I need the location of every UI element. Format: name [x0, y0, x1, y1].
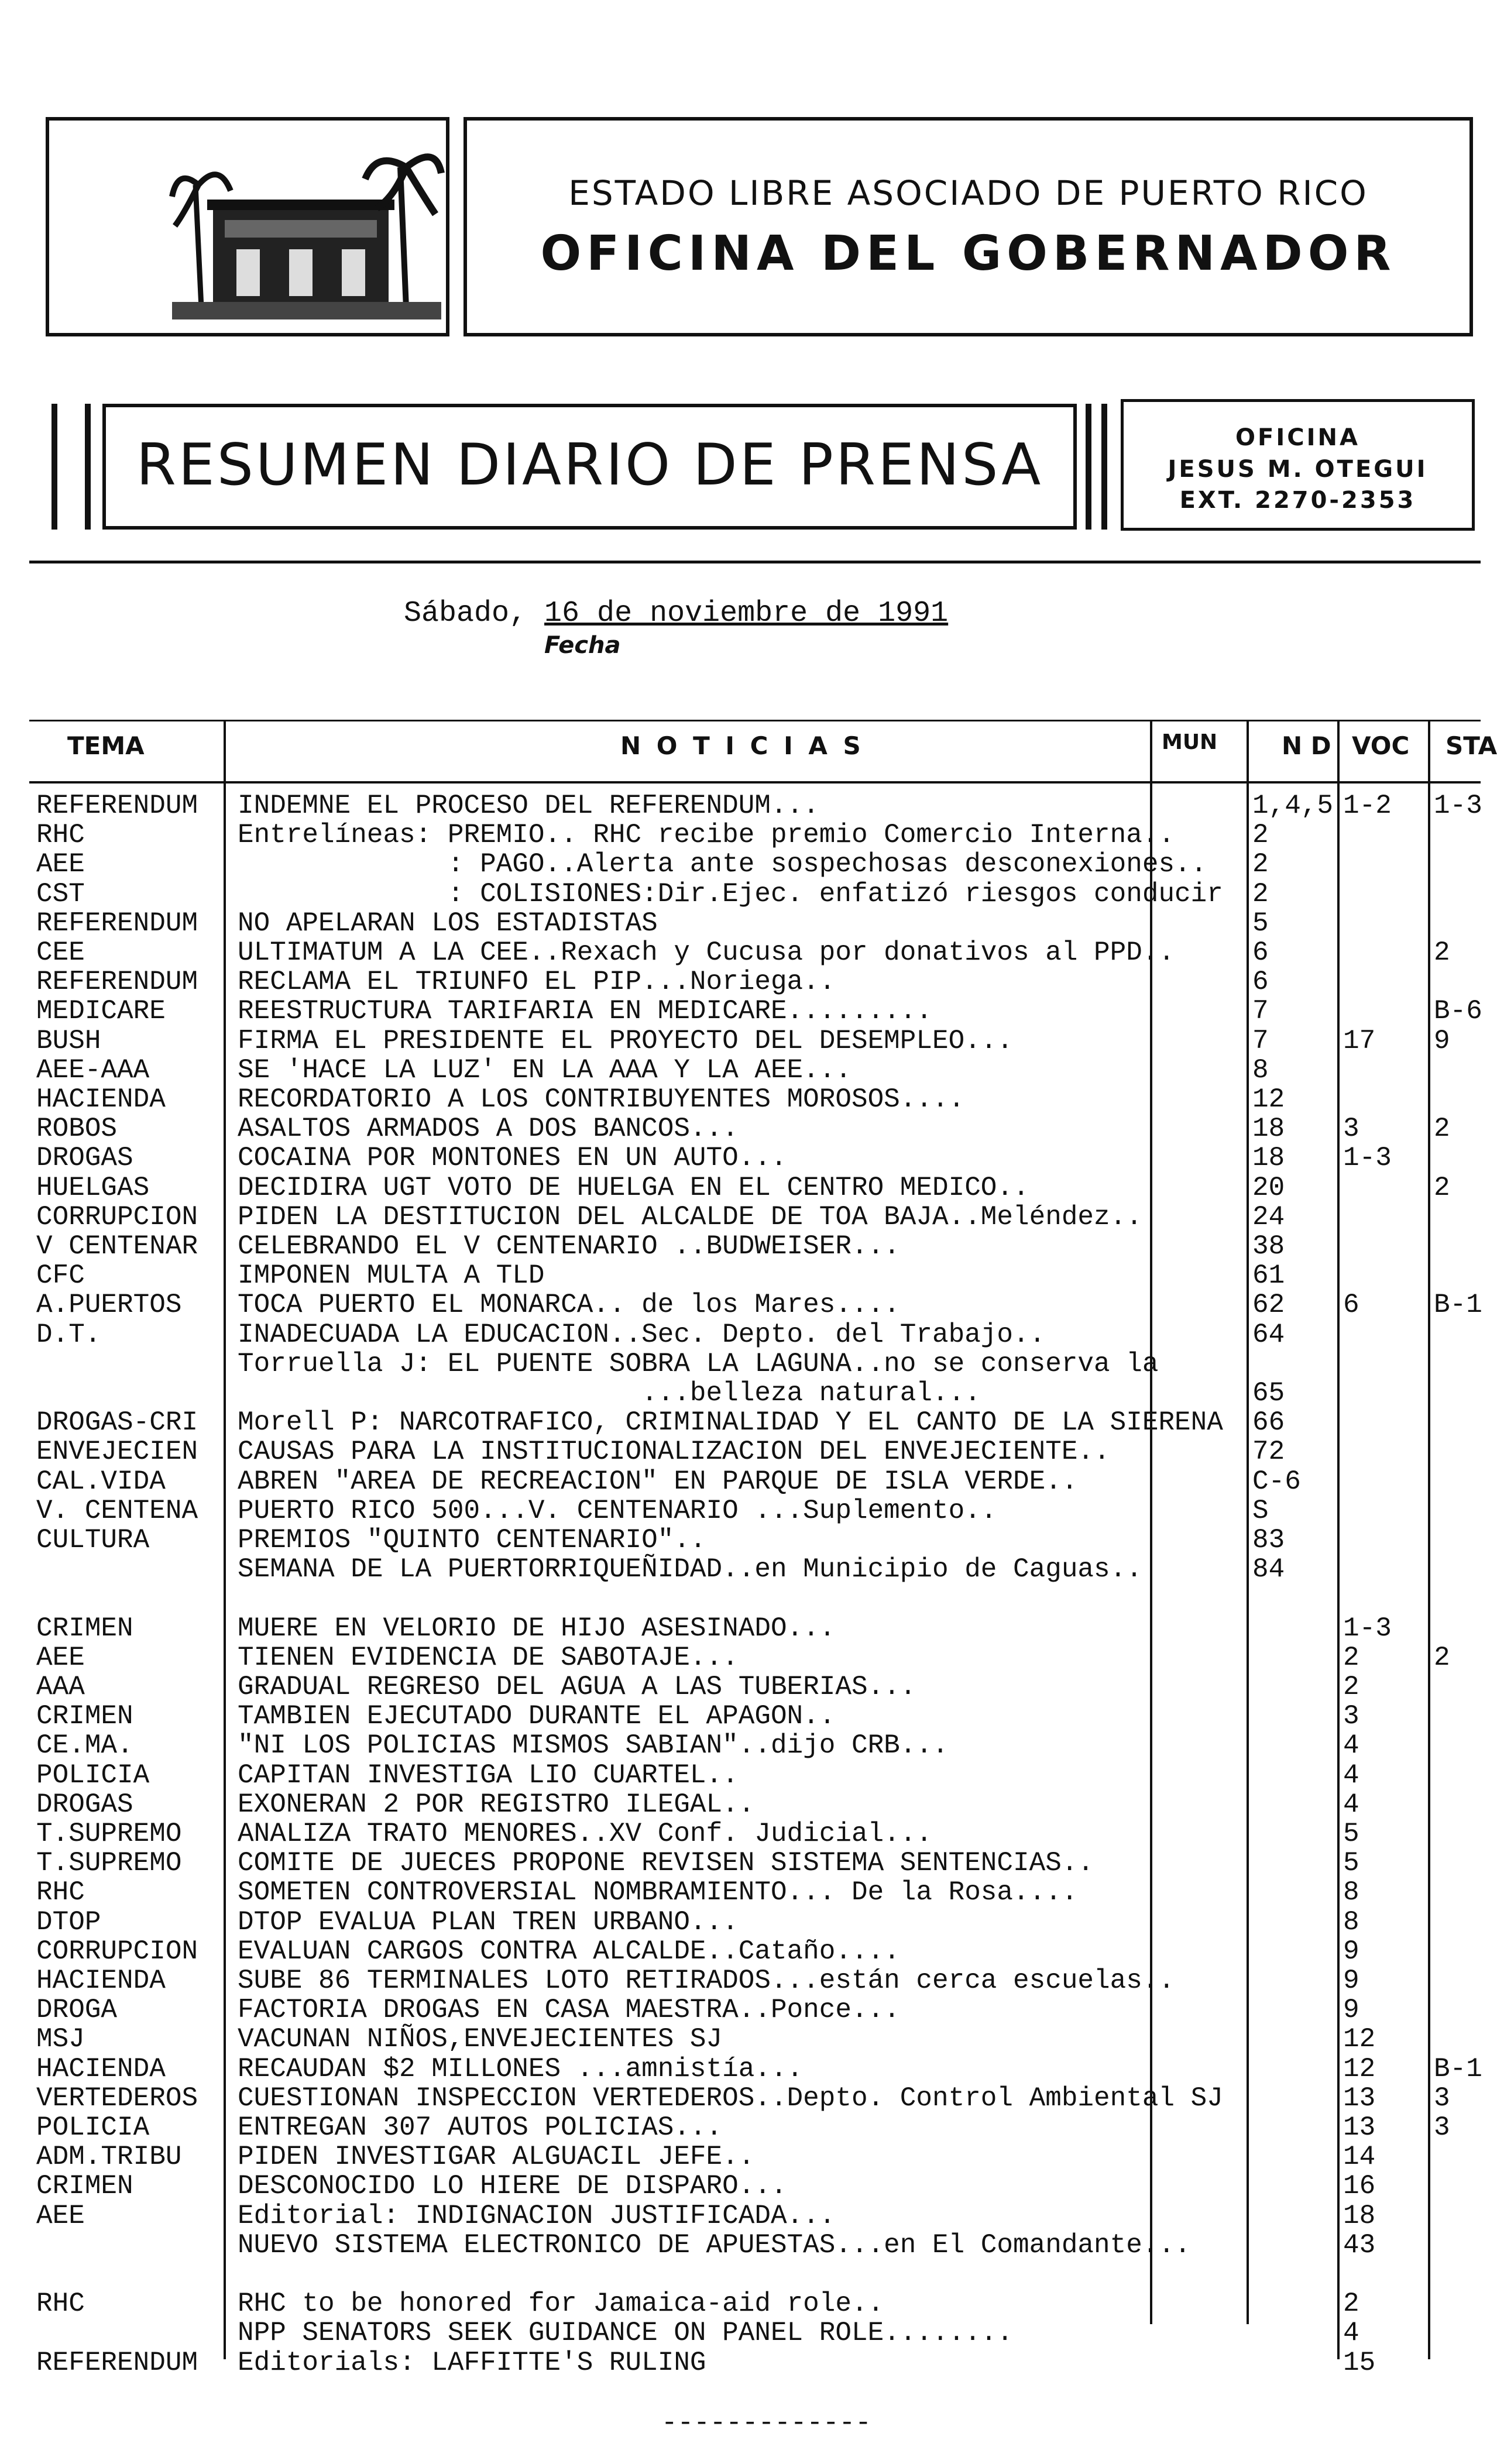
row-tema: ROBOS [36, 1114, 118, 1144]
row-noticia: NO APELARAN LOS ESTADISTAS [238, 908, 658, 939]
row-noticia: : PAGO..Alerta ante sospechosas desconexiones.. [238, 849, 1207, 879]
row-sta: 2 [1434, 1114, 1450, 1144]
row-nd: 7 [1252, 1026, 1269, 1056]
office-contact-box [1121, 399, 1475, 531]
government-header-box [463, 117, 1473, 336]
row-noticia: ASALTOS ARMADOS A DOS BANCOS... [238, 1114, 739, 1144]
row-noticia: RECLAMA EL TRIUNFO EL PIP...Noriega.. [238, 967, 836, 997]
row-voc: 8 [1343, 1877, 1359, 1908]
row-noticia: SE 'HACE LA LUZ' EN LA AAA Y LA AEE... [238, 1055, 851, 1085]
row-voc: 16 [1343, 2171, 1376, 2201]
row-nd: 1,4,5 [1252, 791, 1334, 821]
row-voc: 9 [1343, 1965, 1359, 1996]
row-tema: D.T. [36, 1319, 101, 1350]
row-tema: AEE [36, 849, 85, 879]
row-voc: 15 [1343, 2348, 1376, 2378]
row-noticia: ENTREGAN 307 AUTOS POLICIAS... [238, 2112, 723, 2143]
row-noticia: RHC to be honored for Jamaica-aid role.. [238, 2288, 884, 2319]
date-line [404, 597, 948, 630]
row-nd: 8 [1252, 1055, 1269, 1085]
row-voc: 4 [1343, 1730, 1359, 1761]
row-voc: 4 [1343, 1789, 1359, 1820]
row-nd: 12 [1252, 1084, 1285, 1115]
row-nd: 7 [1252, 996, 1269, 1026]
row-voc: 5 [1343, 1848, 1359, 1878]
date-weekday: Sábado, [404, 597, 545, 630]
row-tema: HACIENDA [36, 1084, 166, 1115]
row-voc: 3 [1343, 1701, 1359, 1731]
row-noticia: Editorials: LAFFITTE'S RULING [238, 2348, 706, 2378]
row-nd: 72 [1252, 1437, 1285, 1467]
row-voc: 2 [1343, 1642, 1359, 1673]
table-header-rule [29, 781, 1481, 783]
row-noticia: INADECUADA LA EDUCACION..Sec. Depto. del Trabajo.. [238, 1319, 1046, 1350]
row-tema: CRIMEN [36, 1701, 133, 1731]
row-noticia: COCAINA POR MONTONES EN UN AUTO... [238, 1143, 787, 1173]
column-divider-voc [1428, 721, 1430, 2359]
row-tema: BUSH [36, 1026, 101, 1056]
row-noticia: NUEVO SISTEMA ELECTRONICO DE APUESTAS...en El Comandante... [238, 2230, 1191, 2260]
row-tema: DROGA [36, 1995, 118, 2025]
row-noticia: TOCA PUERTO EL MONARCA.. de los Mares.... [238, 1290, 900, 1320]
row-voc: 12 [1343, 2024, 1376, 2054]
row-sta: 1-3 [1434, 791, 1482, 821]
row-tema: CFC [36, 1260, 85, 1291]
row-voc: 4 [1343, 1760, 1359, 1791]
row-tema: AEE [36, 1642, 85, 1673]
row-nd: 6 [1252, 967, 1269, 997]
row-nd: 5 [1252, 908, 1269, 939]
row-noticia: Torruella J: EL PUENTE SOBRA LA LAGUNA..no se conserva la [238, 1349, 1159, 1379]
row-nd: 6 [1252, 937, 1269, 968]
row-noticia: DECIDIRA UGT VOTO DE HUELGA EN EL CENTRO MEDICO.. [238, 1173, 1029, 1203]
row-voc: 2 [1343, 2288, 1359, 2319]
row-nd: 38 [1252, 1231, 1285, 1262]
row-noticia: ANALIZA TRATO MENORES..XV Conf. Judicial... [238, 1819, 932, 1849]
right-bar-2 [1101, 404, 1107, 530]
row-voc: 12 [1343, 2054, 1376, 2084]
row-tema: REFERENDUM [36, 791, 198, 821]
report-title: RESUMEN DIARIO DE PRENSA [136, 432, 1043, 499]
row-noticia: CAPITAN INVESTIGA LIO CUARTEL.. [238, 1760, 739, 1791]
row-tema: RHC [36, 820, 85, 850]
row-sta: B-6 [1434, 996, 1482, 1026]
row-tema: AEE [36, 2201, 85, 2231]
row-noticia: EVALUAN CARGOS CONTRA ALCALDE..Cataño.... [238, 1936, 900, 1967]
row-voc: 13 [1343, 2083, 1376, 2114]
row-voc: 14 [1343, 2142, 1376, 2172]
row-voc: 4 [1343, 2318, 1359, 2348]
row-noticia: MUERE EN VELORIO DE HIJO ASESINADO... [238, 1613, 836, 1644]
row-noticia: IMPONEN MULTA A TLD [238, 1260, 545, 1291]
row-tema: CORRUPCION [36, 1936, 198, 1967]
row-noticia: DTOP EVALUA PLAN TREN URBANO... [238, 1907, 739, 1937]
row-noticia: COMITE DE JUECES PROPONE REVISEN SISTEMA SENTENCIAS.. [238, 1848, 1094, 1878]
row-voc: 8 [1343, 1907, 1359, 1937]
row-noticia: Editorial: INDIGNACION JUSTIFICADA... [238, 2201, 836, 2231]
date-label: Fecha [544, 632, 621, 659]
row-sta: 9 [1434, 1026, 1450, 1056]
row-tema: ENVEJECIEN [36, 1437, 198, 1467]
row-tema: REFERENDUM [36, 908, 198, 939]
row-tema: CRIMEN [36, 2171, 133, 2201]
row-sta: 2 [1434, 1173, 1450, 1203]
row-nd: S [1252, 1496, 1269, 1526]
row-nd: 83 [1252, 1525, 1285, 1555]
row-nd: 65 [1252, 1378, 1285, 1408]
row-tema: V. CENTENA [36, 1496, 198, 1526]
government-subtitle: ESTADO LIBRE ASOCIADO DE PUERTO RICO [568, 173, 1368, 213]
row-voc: 13 [1343, 2112, 1376, 2143]
column-header-tema: TEMA [67, 731, 145, 760]
row-tema: T.SUPREMO [36, 1819, 182, 1849]
row-nd: 84 [1252, 1554, 1285, 1585]
right-bar-1 [1086, 404, 1091, 530]
row-tema: HACIENDA [36, 2054, 166, 2084]
row-tema: CE.MA. [36, 1730, 133, 1761]
row-noticia: ...belleza natural... [238, 1378, 981, 1408]
row-tema: CEE [36, 937, 85, 968]
date-value: 16 de noviembre de 1991 [544, 597, 949, 630]
row-voc: 17 [1343, 1026, 1376, 1056]
row-noticia: CELEBRANDO EL V CENTENARIO ..BUDWEISER... [238, 1231, 900, 1262]
left-bar-2 [85, 404, 91, 530]
row-voc: 2 [1343, 1672, 1359, 1702]
row-voc: 6 [1343, 1290, 1359, 1320]
row-noticia: Morell P: NARCOTRAFICO, CRIMINALIDAD Y EL CANTO DE LA SIERENA [238, 1407, 1223, 1438]
row-tema: POLICIA [36, 1760, 150, 1791]
row-nd: C-6 [1252, 1466, 1301, 1497]
row-sta: 2 [1434, 937, 1450, 968]
office-extension: EXT. 2270-2353 [1179, 487, 1416, 514]
row-voc: 3 [1343, 1114, 1359, 1144]
row-tema: RHC [36, 1877, 85, 1908]
column-header-mun: MUN [1162, 730, 1218, 754]
row-noticia: CAUSAS PARA LA INSTITUCIONALIZACION DEL ENVEJECIENTE.. [238, 1437, 1110, 1467]
row-noticia: FACTORIA DROGAS EN CASA MAESTRA..Ponce... [238, 1995, 900, 2025]
row-tema: HUELGAS [36, 1173, 150, 1203]
header-divider [29, 561, 1481, 563]
row-tema: RHC [36, 2288, 85, 2319]
row-voc: 1-3 [1343, 1613, 1392, 1644]
row-tema: CAL.VIDA [36, 1466, 166, 1497]
row-noticia: NPP SENATORS SEEK GUIDANCE ON PANEL ROLE........ [238, 2318, 1014, 2348]
row-tema: REFERENDUM [36, 967, 198, 997]
row-tema: CST [36, 879, 85, 909]
row-tema: AAA [36, 1672, 85, 1702]
fortaleza-logo-icon [172, 144, 441, 319]
row-noticia: GRADUAL REGRESO DEL AGUA A LAS TUBERIAS... [238, 1672, 916, 1702]
row-noticia: TIENEN EVIDENCIA DE SABOTAJE... [238, 1642, 739, 1673]
row-sta: B-1 [1434, 1290, 1482, 1320]
row-tema: T.SUPREMO [36, 1848, 182, 1878]
row-voc: 1-3 [1343, 1143, 1392, 1173]
row-tema: POLICIA [36, 2112, 150, 2143]
row-voc: 18 [1343, 2201, 1376, 2231]
row-sta: 3 [1434, 2083, 1450, 2114]
row-noticia: ULTIMATUM A LA CEE..Rexach y Cucusa por donativos al PPD.. [238, 937, 1175, 968]
row-tema: V CENTENAR [36, 1231, 198, 1262]
row-nd: 18 [1252, 1114, 1285, 1144]
row-noticia: PUERTO RICO 500...V. CENTENARIO ...Suplemento.. [238, 1496, 997, 1526]
row-noticia: SOMETEN CONTROVERSIAL NOMBRAMIENTO... De la Rosa.... [238, 1877, 1078, 1908]
row-noticia: RECAUDAN $2 MILLONES ...amnistía... [238, 2054, 804, 2084]
row-noticia: Entrelíneas: PREMIO.. RHC recibe premio Comercio Interna.. [238, 820, 1175, 850]
government-title: OFICINA DEL GOBERNADOR [540, 226, 1396, 281]
footer-rule: ------------- [661, 2408, 871, 2438]
row-tema: CORRUPCION [36, 1202, 198, 1232]
row-nd: 2 [1252, 820, 1269, 850]
row-noticia: "NI LOS POLICIAS MISMOS SABIAN"..dijo CRB... [238, 1730, 949, 1761]
row-voc: 43 [1343, 2230, 1376, 2260]
row-noticia: ABREN "AREA DE RECREACION" EN PARQUE DE ISLA VERDE.. [238, 1466, 1078, 1497]
row-nd: 62 [1252, 1290, 1285, 1320]
row-noticia: PREMIOS "QUINTO CENTENARIO".. [238, 1525, 706, 1555]
row-tema: REFERENDUM [36, 2348, 198, 2378]
column-header-sta: STA [1446, 731, 1497, 760]
row-voc: 9 [1343, 1936, 1359, 1967]
table-top-rule [29, 720, 1481, 721]
row-nd: 2 [1252, 879, 1269, 909]
row-tema: HACIENDA [36, 1965, 166, 1996]
office-name: JESUS M. OTEGUI [1168, 456, 1428, 483]
row-tema: VERTEDEROS [36, 2083, 198, 2114]
row-noticia: DESCONOCIDO LO HIERE DE DISPARO... [238, 2171, 787, 2201]
row-voc: 9 [1343, 1995, 1359, 2025]
row-nd: 2 [1252, 849, 1269, 879]
row-sta: B-1 [1434, 2054, 1482, 2084]
row-tema: MSJ [36, 2024, 85, 2054]
row-tema: DROGAS [36, 1143, 133, 1173]
row-tema: DTOP [36, 1907, 101, 1937]
row-noticia: PIDEN LA DESTITUCION DEL ALCALDE DE TOA BAJA..Meléndez.. [238, 1202, 1142, 1232]
seal-logo-frame [46, 117, 449, 336]
row-tema: ADM.TRIBU [36, 2142, 182, 2172]
row-tema: DROGAS [36, 1789, 133, 1820]
row-tema: DROGAS-CRI [36, 1407, 198, 1438]
row-noticia: SEMANA DE LA PUERTORRIQUEÑIDAD..en Municipio de Caguas.. [238, 1554, 1142, 1585]
row-nd: 18 [1252, 1143, 1285, 1173]
column-divider-tema [224, 721, 226, 2359]
row-noticia: PIDEN INVESTIGAR ALGUACIL JEFE.. [238, 2142, 755, 2172]
row-noticia: INDEMNE EL PROCESO DEL REFERENDUM... [238, 791, 819, 821]
row-noticia: CUESTIONAN INSPECCION VERTEDEROS..Depto. Control Ambiental SJ [238, 2083, 1223, 2114]
row-noticia: REESTRUCTURA TARIFARIA EN MEDICARE......... [238, 996, 932, 1026]
row-nd: 20 [1252, 1173, 1285, 1203]
row-nd: 24 [1252, 1202, 1285, 1232]
row-noticia: RECORDATORIO A LOS CONTRIBUYENTES MOROSOS.... [238, 1084, 965, 1115]
column-divider-nd [1337, 721, 1340, 2359]
row-voc: 5 [1343, 1819, 1359, 1849]
office-label: OFICINA [1235, 424, 1360, 451]
row-nd: 64 [1252, 1319, 1285, 1350]
row-noticia: EXONERAN 2 POR REGISTRO ILEGAL.. [238, 1789, 755, 1820]
row-tema: A.PUERTOS [36, 1290, 182, 1320]
row-nd: 66 [1252, 1407, 1285, 1438]
row-noticia: SUBE 86 TERMINALES LOTO RETIRADOS...están cerca escuelas.. [238, 1965, 1175, 1996]
left-bar-1 [51, 404, 57, 530]
row-tema: CULTURA [36, 1525, 150, 1555]
row-noticia: : COLISIONES:Dir.Ejec. enfatizó riesgos conducir [238, 879, 1223, 909]
row-noticia: TAMBIEN EJECUTADO DURANTE EL APAGON.. [238, 1701, 836, 1731]
row-noticia: VACUNAN NIÑOS,ENVEJECIENTES SJ [238, 2024, 723, 2054]
row-tema: CRIMEN [36, 1613, 133, 1644]
row-sta: 3 [1434, 2112, 1450, 2143]
column-header-voc: VOC [1352, 731, 1410, 760]
row-voc: 1-2 [1343, 791, 1392, 821]
column-header-nd: N D [1282, 731, 1331, 760]
row-sta: 2 [1434, 1642, 1450, 1673]
row-tema: MEDICARE [36, 996, 166, 1026]
column-header-noticias: N O T I C I A S [620, 731, 864, 760]
report-title-box [102, 404, 1077, 530]
row-tema: AEE-AAA [36, 1055, 150, 1085]
row-noticia: FIRMA EL PRESIDENTE EL PROYECTO DEL DESEMPLEO... [238, 1026, 1014, 1056]
row-nd: 61 [1252, 1260, 1285, 1291]
